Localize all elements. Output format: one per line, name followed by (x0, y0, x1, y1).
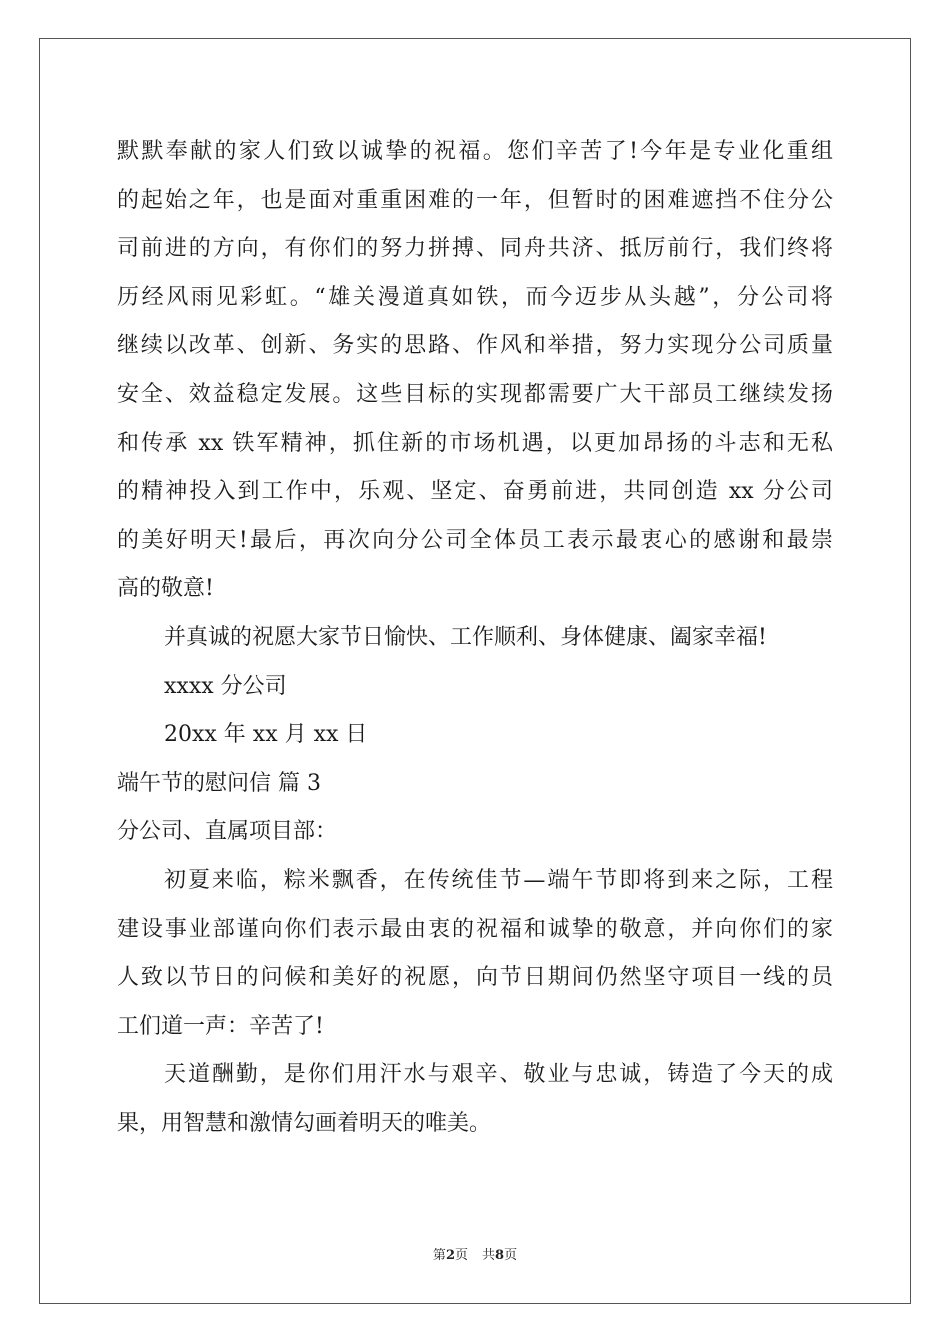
section-heading: 端午节的慰问信 篇 3 (117, 770, 321, 796)
body-line: 建设事业部谨向你们表示最由衷的祝福和诚挚的敬意，并向你们的家 (117, 916, 833, 942)
body-line: 的美好明天!最后，再次向分公司全体员工表示最衷心的感谢和最崇 (117, 527, 833, 553)
body-line: 天道酬勤，是你们用汗水与艰辛、敬业与忠诚，铸造了今天的成 (164, 1062, 833, 1088)
body-line: 安全、效益稳定发展。这些目标的实现都需要广大干部员工继续发扬 (117, 381, 833, 407)
page-suffix: 页 (454, 1248, 468, 1263)
closing-wish: 并真诚的祝愿大家节日愉快、工作顺利、身体健康、阖家幸福! (164, 624, 767, 650)
page-footer (0, 1246, 950, 1266)
body-line: 初夏来临，粽米飘香，在传统佳节—端午节即将到来之际，工程 (164, 867, 833, 893)
body-line: 默默奉献的家人们致以诚挚的祝福。您们辛苦了!今年是专业化重组 (117, 139, 833, 164)
page-prefix: 第 (432, 1248, 446, 1263)
body-line: 继续以改革、创新、务实的思路、作风和举措，努力实现分公司质量 (117, 333, 833, 359)
letter-body (117, 128, 833, 1148)
body-line: 的起始之年，也是面对重重困难的一年，但暂时的困难遮挡不住分公 (117, 187, 833, 213)
signature-company: xxxx 分公司 (164, 673, 287, 699)
body-line: 人致以节日的问候和美好的祝愿，向节日期间仍然坚守项目一线的员 (117, 965, 833, 991)
total-prefix: 共 (482, 1248, 496, 1263)
page-number: 2 (445, 1248, 455, 1263)
body-line: 高的敬意! (117, 576, 214, 602)
body-line: 历经风雨见彩虹。“雄关漫道真如铁，而今迈步从头越”，分公司将 (117, 284, 833, 310)
body-line: 的精神投入到工作中，乐观、坚定、奋勇前进，共同创造 xx 分公司 (117, 479, 833, 505)
signature-date: 20xx 年 xx 月 xx 日 (164, 722, 368, 748)
total-pages: 8 (495, 1248, 505, 1263)
body-line: 司前进的方向，有你们的努力拼搏、同舟共济、抵厉前行，我们终将 (117, 236, 833, 262)
body-line: 工们道一声：辛苦了! (117, 1013, 324, 1039)
total-suffix: 页 (504, 1248, 518, 1263)
body-line: 果，用智慧和激情勾画着明天的唯美。 (117, 1110, 492, 1136)
body-line: 和传承 xx 铁军精神，抓住新的市场机遇，以更加昂扬的斗志和无私 (117, 430, 833, 456)
salutation: 分公司、直属项目部： (117, 819, 338, 845)
